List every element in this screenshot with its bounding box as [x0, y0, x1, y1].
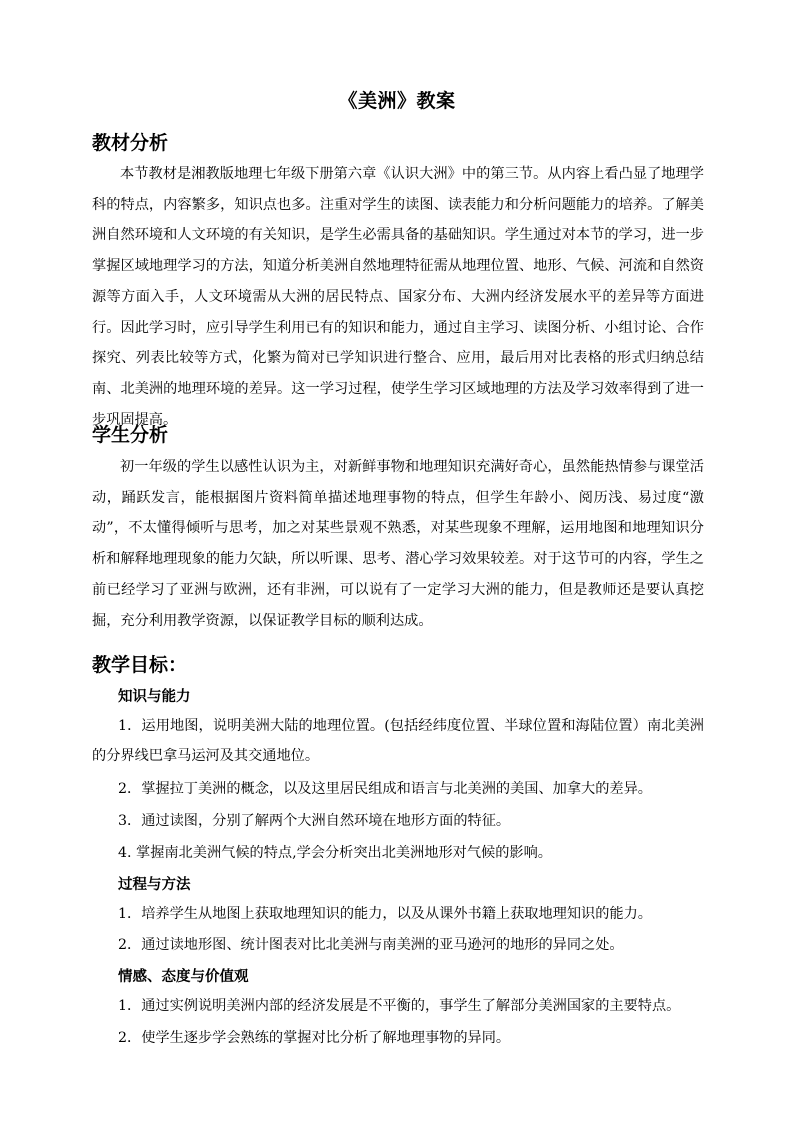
subheading-knowledge-ability: 知识与能力	[118, 688, 191, 705]
subheading-emotion-attitude-values: 情感、态度与价值观	[118, 968, 249, 985]
objective-item: 3．通过读图，分别了解两个大洲自然环境在地形方面的特征。	[118, 813, 511, 829]
objective-item: 2．通过读地形图、统计图表对比北美洲与南美洲的亚马逊河的地形的异同之处。	[118, 937, 624, 953]
section-heading-teaching-objectives: 教学目标：	[92, 654, 188, 676]
objective-item: 1．通过实例说明美洲内部的经济发展是不平衡的，事学生了解部分美洲国家的主要特点。	[118, 998, 681, 1014]
objective-item: 2．掌握拉丁美洲的概念，以及这里居民组成和语言与北美洲的美国、加拿大的差异。	[118, 781, 652, 797]
subheading-process-method: 过程与方法	[118, 876, 191, 893]
objective-item: 2．使学生逐步学会熟练的掌握对比分析了解地理事物的异同。	[118, 1030, 511, 1046]
student-analysis-paragraph: 初一年级的学生以感性认识为主，对新鲜事物和地理知识充满好奇心，虽然能热情参与课堂活动，踊跃发言，能根据图片资料简单描述地理事物的特点，但学生年龄小、阅历浅、易过度“激动”，不太懂得倾听与思考，加之对某些景观不熟悉，对某些现象不理解，运用地图和地理知识分析和解释地理现象的能力欠缺，所以听课、思考、潜心学习效果较差。对于这节可的内容，学生之前已经学习了亚洲与欧洲，还有非洲，可以说有了一定学习大洲的能力，但是教师还是要认真挖掘，充分利用教学资源，以保证教学目标的顺利达成。	[92, 459, 704, 629]
document-title: 《美洲》教案	[338, 90, 456, 112]
objective-item: 1．培养学生从地图上获取地理知识的能力，以及从课外书籍上获取地理知识的能力。	[118, 906, 652, 922]
section-heading-student-analysis: 学生分析	[92, 424, 169, 446]
section-heading-textbook-analysis: 教材分析	[92, 132, 169, 154]
objective-item: 1．运用地图，说明美洲大陆的地理位置。(包括经纬度位置、半球位置和海陆位置）南北美洲的分界线巴拿马运河及其交通地位。	[92, 718, 704, 764]
objective-item: 4. 掌握南北美洲气候的特点,学会分析突出北美洲地形对气候的影响。	[118, 845, 552, 861]
textbook-analysis-paragraph: 本节教材是湘教版地理七年级下册第六章《认识大洲》中的第三节。从内容上看凸显了地理学科的特点，内容繁多，知识点也多。注重对学生的读图、读表能力和分析问题能力的培养。了解美洲自然环境和人文环境的有关知识，是学生必需具备的基础知识。学生通过对本节的学习，进一步掌握区域地理学习的方法，知道分析美洲自然地理特征需从地理位置、地形、气候、河流和自然资源等方面入手，人文环境需从大洲的居民特点、国家分布、大洲内经济发展水平的差异等方面进行。因此学习时，应引导学生利用已有的知识和能力，通过自主学习、读图分析、小组讨论、合作探究、列表比较等方式，化繁为简对已学知识进行整合、应用，最后用对比表格的形式归纳总结南、北美洲的地理环境的差异。这一学习过程，使学生学习区域地理的方法及学习效率得到了进一步巩固提高。	[92, 166, 704, 428]
